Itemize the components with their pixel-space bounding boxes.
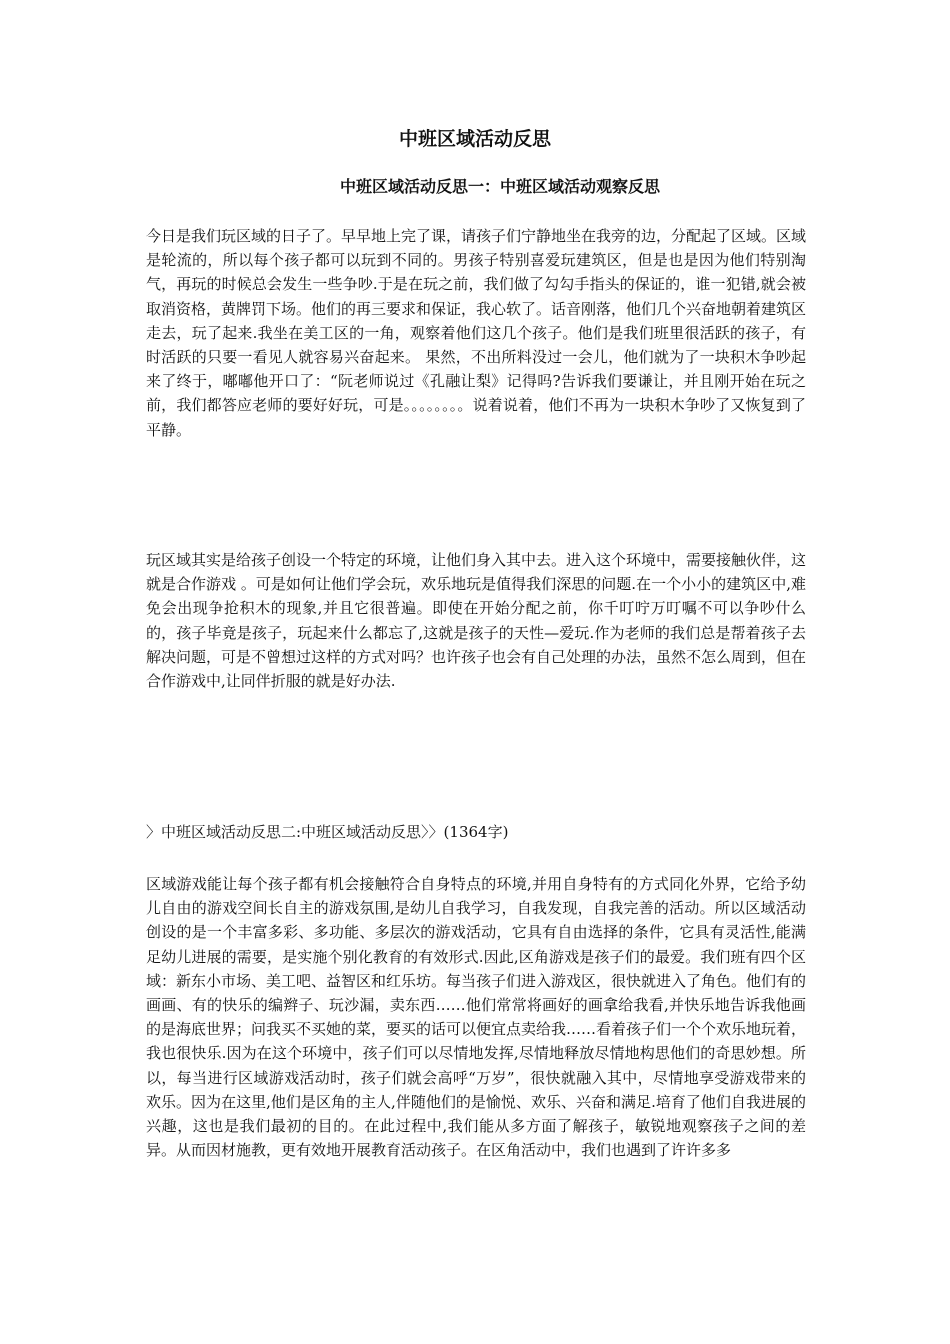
paragraph-1: 今日是我们玩区域的日子了。早早地上完了课，请孩子们宁静地坐在我旁的边，分配起了区域。区域是轮流的，所以每个孩子都可以玩到不同的。男孩子特别喜爱玩建筑区，但是也是因为他们特别淘气，再玩的时候总会发生一些争吵.于是在玩之前，我们做了勾勾手指头的保证的，谁一犯错,就会被取消资格，黄牌罚下场。他们的再三要求和保证，我心软了。话音刚落，他们几个兴奋地朝着建筑区走去，玩了起来.我坐在美工区的一角，观察着他们这几个孩子。他们是我们班里很活跃的孩子，有时活跃的只要一看见人就容易兴奋起来。 果然，不出所料没过一会儿，他们就为了一块积木争吵起来了终于，嘟嘟他开口了：“阮老师说过《孔融让梨》记得吗?告诉我们要谦让，并且刚开始在玩之前，我们都答应老师的要好好玩，可是。。。。。。。。说着说着，他们不再为一块积木争吵了又恢复到了平静。 [146, 227, 807, 439]
document-title: 中班区域活动反思 [398, 128, 551, 150]
section-2-heading: 〉中班区域活动反思二:中班区域活动反思〉〉(1364字) [146, 823, 509, 841]
section-1-heading: 中班区域活动反思一：中班区域活动观察反思 [339, 177, 660, 196]
paragraph-2: 玩区域其实是给孩子创设一个特定的环境，让他们身入其中去。进入这个环境中，需要接触伙伴，这就是合作游戏 。可是如何让他们学会玩，欢乐地玩是值得我们深思的问题.在一个小小的建筑区中,难免会出现争抢积木的现象,并且它很普遍。即使在开始分配之前，你千叮咛万叮嘱不可以争吵什么的，孩子毕竟是孩子，玩起来什么都忘了,这就是孩子的天性—爱玩.作为老师的我们总是帮着孩子去解决问题，可是不曾想过这样的方式对吗？也许孩子也会有自己处理的办法，虽然不怎么周到，但在合作游戏中,让同伴折服的就是好办法. [146, 551, 807, 691]
paragraph-3: 区域游戏能让每个孩子都有机会接触符合自身特点的环境,并用自身特有的方式同化外界，它给予幼儿自由的游戏空间长自主的游戏氛围,是幼儿自我学习，自我发现，自我完善的活动。所以区域活动创设的是一个丰富多彩、多功能、多层次的游戏活动，它具有自由选择的条件，它具有灵活性,能满足幼儿进展的需要，是实施个别化教育的有效形式.因此,区角游戏是孩子们的最爱。我们班有四个区域：新东小市场、美工吧、益智区和红乐坊。每当孩子们进入游戏区，很快就进入了角色。他们有的画画、有的快乐的编辫子、玩沙漏，卖东西……他们常常将画好的画拿给我看,并快乐地告诉我他画的是海底世界；问我买不买她的菜，要买的话可以便宜点卖给我……看着孩子们一个个欢乐地玩着，我也很快乐.因为在这个环境中，孩子们可以尽情地发挥,尽情地释放尽情地构思他们的奇思妙想。所以，每当进行区域游戏活动时，孩子们就会高呼“万岁”，很快就融入其中，尽情地享受游戏带来的欢乐。因为在这里,他们是区角的主人,伴随他们的是愉悦、欢乐、兴奋和满足.培育了他们自我进展的兴趣，这也是我们最初的目的。在此过程中,我们能从多方面了解孩子，敏锐地观察孩子之间的差异。从而因材施教，更有效地开展教育活动孩子。在区角活动中，我们也遇到了许许多多 [146, 875, 807, 1160]
